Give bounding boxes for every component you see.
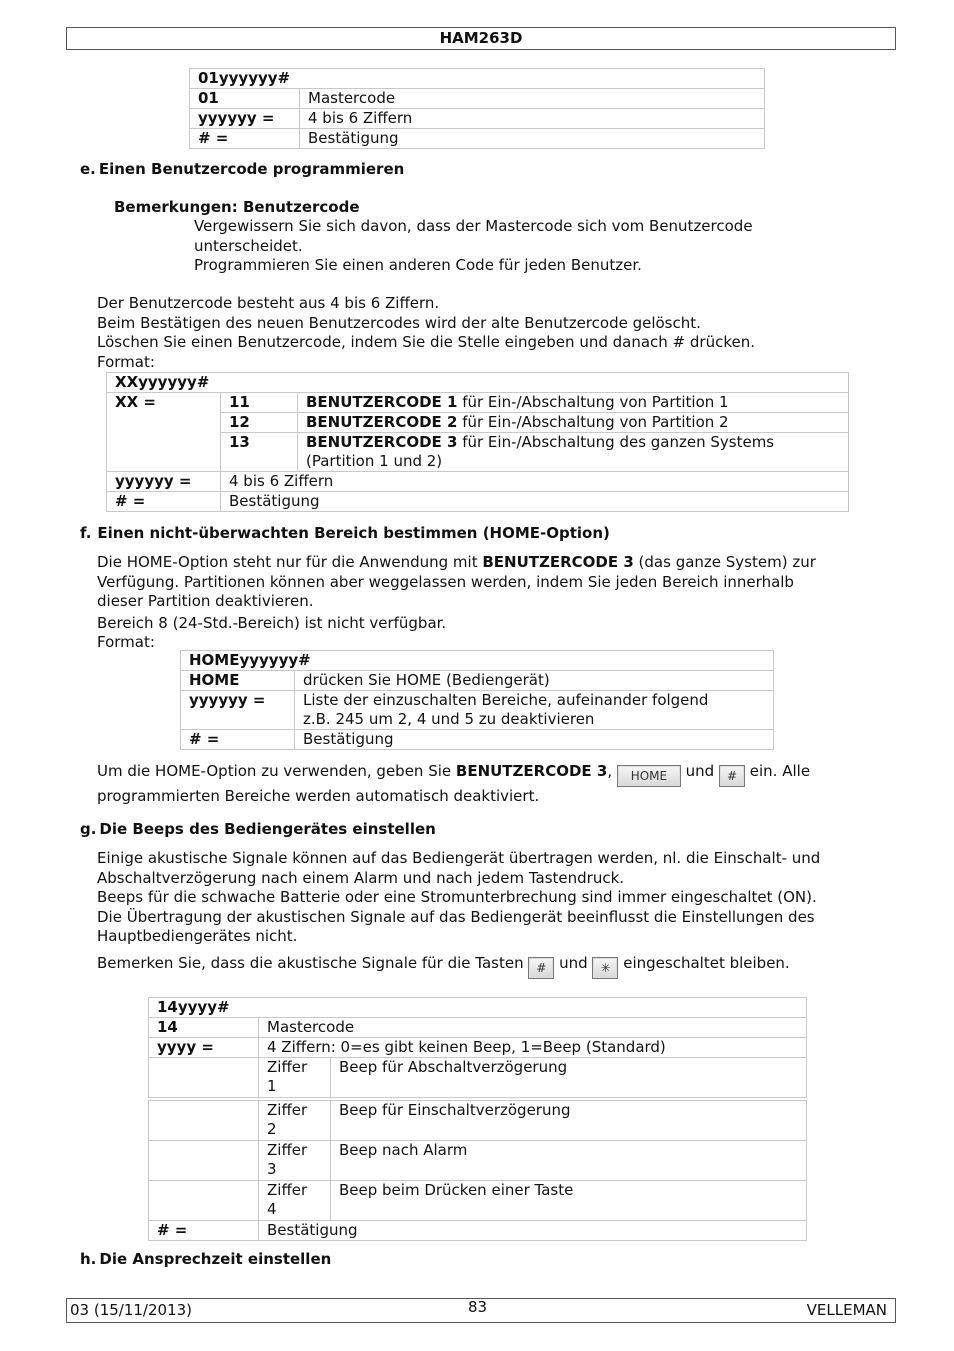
table-row <box>190 109 765 129</box>
code-number: 12 <box>221 413 298 433</box>
row-value: Bestätigung <box>300 129 765 149</box>
mastercode-table <box>189 68 765 149</box>
remarks-line: Vergewissern Sie sich davon, dass der Mastercode sich vom Benutzercode <box>194 217 753 235</box>
row-key: yyyyyy = <box>181 691 295 730</box>
digit-desc: Beep für Abschaltverzögerung <box>331 1058 807 1098</box>
paragraph: Format: <box>97 633 155 651</box>
table-row <box>149 1141 807 1181</box>
page-number: 83 <box>468 1298 488 1316</box>
paragraph: Format: <box>97 352 155 371</box>
paragraph: dieser Partition deaktivieren. <box>97 592 314 610</box>
paragraph: Beeps für die schwache Batterie oder eine Stromunterbrechung sind immer eingeschaltet (ON). <box>97 888 817 906</box>
digit-cell: Ziffer 2 <box>259 1101 331 1141</box>
row-value: Bestätigung <box>221 492 849 512</box>
paragraph: Hauptbediengerätes nicht. <box>97 927 298 945</box>
code-desc: für Ein-/Abschaltung von Partition 2 <box>457 413 729 431</box>
code-name: BENUTZERCODE 2 <box>306 413 458 431</box>
section-f-body <box>97 553 897 653</box>
row-value-line: z.B. 245 um 2, 4 und 5 zu deaktivieren <box>303 710 595 728</box>
paragraph: Um die HOME-Option zu verwenden, geben Sie <box>97 762 456 780</box>
home-table <box>180 650 774 750</box>
footer-brand: VELLEMAN <box>806 1301 887 1319</box>
row-value: 4 Ziffern: 0=es gibt keinen Beep, 1=Beep (Standard) <box>259 1038 807 1058</box>
section-g-body <box>97 849 897 947</box>
row-value: Bestätigung <box>259 1221 807 1241</box>
paragraph: Der Benutzercode besteht aus 4 bis 6 Ziffern. <box>97 294 440 312</box>
remarks-text <box>194 217 753 276</box>
footer-date: 03 (15/11/2013) <box>70 1301 193 1319</box>
row-value: Mastercode <box>300 89 765 109</box>
remarks-line: Programmieren Sie einen anderen Code für jeden Benutzer. <box>194 256 642 274</box>
digit-cell: Ziffer 1 <box>259 1058 331 1098</box>
paragraph: (das ganze System) zur <box>633 553 816 571</box>
page-footer <box>66 1298 896 1323</box>
row-key: # = <box>149 1221 259 1241</box>
code-desc: (Partition 1 und 2) <box>306 452 443 470</box>
hash-key-icon: # <box>528 957 554 979</box>
section-e-body <box>97 294 755 372</box>
row-value <box>298 393 849 413</box>
code-desc: für Ein-/Abschaltung des ganzen Systems <box>457 433 775 451</box>
row-key: 14 <box>149 1018 259 1038</box>
code-desc: für Ein-/Abschaltung von Partition 1 <box>457 393 729 411</box>
section-g-title: g. Die Beeps des Bediengerätes einstellen <box>80 820 436 838</box>
digit-cell: Ziffer 3 <box>259 1141 331 1181</box>
code-number: 13 <box>221 433 298 472</box>
paragraph: Abschaltverzögerung nach einem Alarm und nach jedem Tastendruck. <box>97 868 625 887</box>
table-head: HOMEyyyyyy# <box>181 651 774 671</box>
row-key: # = <box>190 129 300 149</box>
table-row <box>107 393 849 413</box>
bold-term: BENUTZERCODE 3 <box>482 553 634 571</box>
table-row <box>190 89 765 109</box>
code-name: BENUTZERCODE 3 <box>306 433 458 451</box>
section-e-title: e. Einen Benutzercode programmieren <box>80 160 405 178</box>
table-row <box>149 1058 807 1098</box>
row-key: # = <box>107 492 221 512</box>
remarks-line: unterscheidet. <box>194 236 303 255</box>
digit-desc: Beep nach Alarm <box>331 1141 807 1181</box>
beep-table <box>148 997 807 1241</box>
digit-cell: Ziffer 4 <box>259 1181 331 1221</box>
hash-key-icon: # <box>719 765 745 787</box>
paragraph: Bereich 8 (24-Std.-Bereich) ist nicht verfügbar. <box>97 613 447 632</box>
paragraph: und <box>559 954 588 972</box>
table-row <box>181 691 774 730</box>
paragraph: und <box>685 762 715 780</box>
bold-term: BENUTZERCODE 3 <box>455 762 608 780</box>
row-value <box>298 433 849 472</box>
table-row <box>149 1101 807 1141</box>
table-head: XXyyyyyy# <box>107 373 849 393</box>
paragraph: Verfügung. Partitionen können aber weggelassen werden, indem Sie jeden Bereich innerhalb <box>97 572 794 591</box>
remarks-title: Bemerkungen: Benutzercode <box>114 198 360 216</box>
row-value-line: Liste der einzuschalten Bereiche, aufeinander folgend <box>303 691 709 709</box>
paragraph: Einige akustische Signale können auf das Bediengerät übertragen werden, nl. die Einschalt- und <box>97 849 821 867</box>
table-row <box>181 730 774 750</box>
row-value: drücken Sie HOME (Bediengerät) <box>295 671 774 691</box>
digit-desc: Beep für Einschaltverzögerung <box>331 1101 807 1141</box>
table-row <box>190 129 765 149</box>
section-h-title: h. Die Ansprechzeit einstellen <box>80 1250 332 1268</box>
row-value: Bestätigung <box>295 730 774 750</box>
digit-desc: Beep beim Drücken einer Taste <box>331 1181 807 1221</box>
table-row <box>107 492 849 512</box>
table-row <box>107 472 849 492</box>
page-header: HAM263D <box>66 27 896 50</box>
star-key-icon: ✳ <box>592 957 618 979</box>
row-key: HOME <box>181 671 295 691</box>
table-row <box>149 1181 807 1221</box>
paragraph: Die Übertragung der akustischen Signale auf das Bediengerät beeinflusst die Einstellungen des <box>97 907 815 926</box>
paragraph: Bemerken Sie, dass die akustische Signale für die Tasten <box>97 954 524 972</box>
row-key: yyyy = <box>149 1038 259 1058</box>
row-value: 4 bis 6 Ziffern <box>221 472 849 492</box>
table-row <box>149 1038 807 1058</box>
row-key: XX = <box>107 393 221 472</box>
row-key: yyyyyy = <box>190 109 300 129</box>
row-value <box>295 691 774 730</box>
table-head: 01yyyyyy# <box>190 69 765 89</box>
paragraph: Beim Bestätigen des neuen Benutzercodes wird der alte Benutzercode gelöscht. <box>97 313 701 332</box>
paragraph: ein. Alle <box>749 762 811 780</box>
code-name: BENUTZERCODE 1 <box>306 393 458 411</box>
home-key-icon: HOME <box>617 765 681 787</box>
row-value <box>298 413 849 433</box>
paragraph: Die HOME-Option steht nur für die Anwendung mit <box>97 553 483 571</box>
paragraph: , <box>607 762 613 780</box>
row-key: # = <box>181 730 295 750</box>
section-f-title: f. Einen nicht-überwachten Bereich bestimmen (HOME-Option) <box>80 524 610 542</box>
paragraph: Löschen Sie einen Benutzercode, indem Sie die Stelle eingeben und danach # drücken. <box>97 333 755 351</box>
table-row <box>149 1221 807 1241</box>
home-usage <box>97 762 897 807</box>
table-head: 14yyyy# <box>149 998 807 1018</box>
row-key: 01 <box>190 89 300 109</box>
table-row <box>149 1018 807 1038</box>
keys-note <box>97 954 790 979</box>
table-row <box>181 671 774 691</box>
code-number: 11 <box>221 393 298 413</box>
paragraph: eingeschaltet bleiben. <box>623 954 790 972</box>
row-key: yyyyyy = <box>107 472 221 492</box>
row-value: 4 bis 6 Ziffern <box>300 109 765 129</box>
usercode-table <box>106 372 849 512</box>
paragraph: programmierten Bereiche werden automatisch deaktiviert. <box>97 787 540 805</box>
row-value: Mastercode <box>259 1018 807 1038</box>
